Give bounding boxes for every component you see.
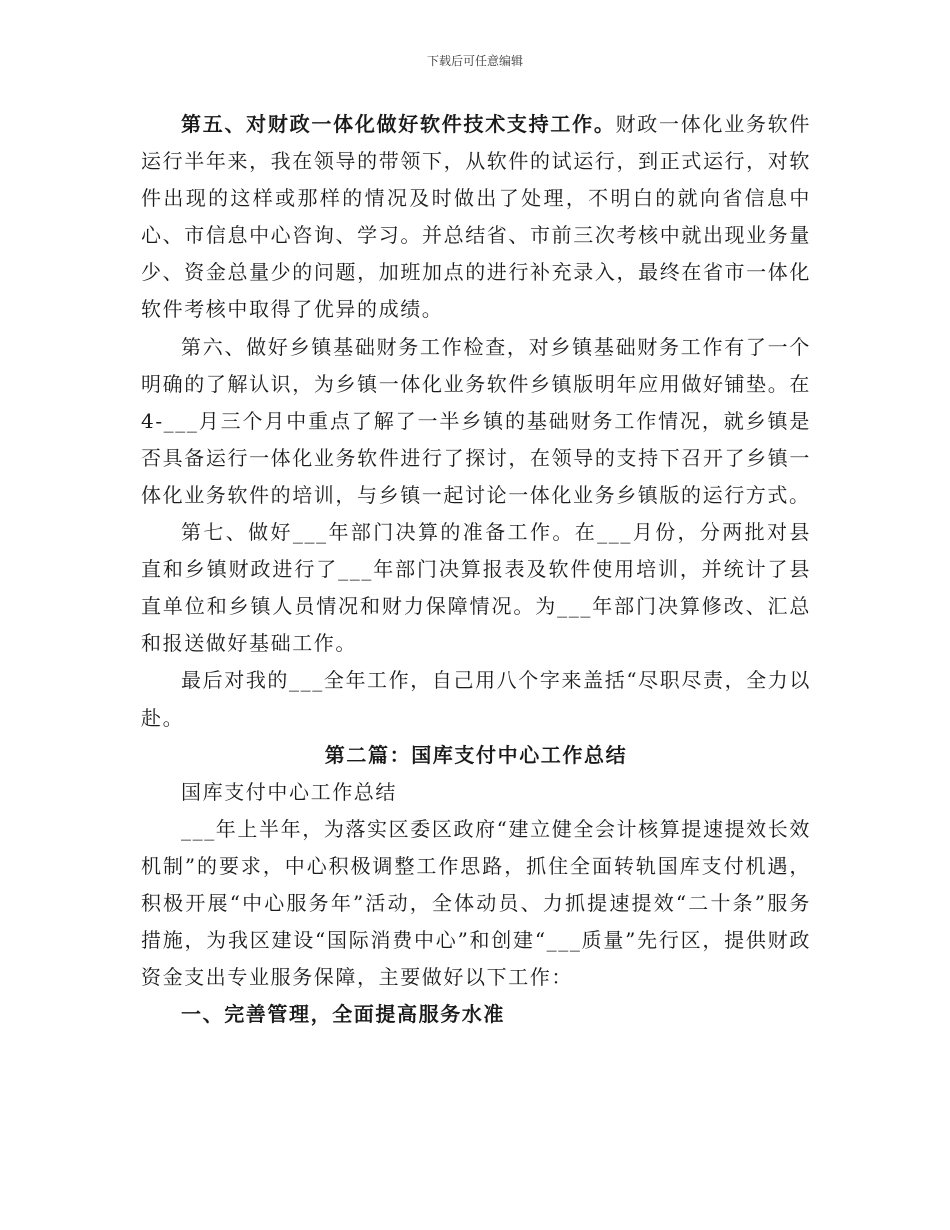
paragraph-item-5 bbox=[141, 106, 811, 329]
paragraph-lead-heading: 第五、对财政一体化做好软件技术支持工作。 bbox=[181, 112, 616, 136]
section-title: 第二篇：国库支付中心工作总结 bbox=[324, 742, 628, 767]
paragraph-subtitle: 国库支付中心工作总结 bbox=[181, 779, 397, 804]
paragraph-item-7: 第七、做好___年部门决算的准备工作。在___月份，分两批对县直和乡镇财政进行了___年部门决算报表及软件使用培训，并统计了县直单位和乡镇人员情况和财力保障情况。为___年部门决算修改、汇总和报送做好基础工作。 bbox=[141, 520, 811, 656]
sub-heading: 一、完善管理，全面提高服务水准 bbox=[181, 1002, 505, 1027]
page-header-note: 下载后可任意编辑 bbox=[426, 54, 523, 68]
paragraph-text: 财政一体化业务软件运行半年来，我在领导的带领下，从软件的试运行，到正式运行，对软件出现的这样或那样的情况及时做出了处理，不明白的就向省信息中心、市信息中心咨询、学习。并总结省、市前三次考核中就出现业务量少、资金总量少的问题，加班加点的进行补充录入，最终在省市一体化软件考核中取得了优异的成绩。 bbox=[141, 112, 812, 322]
paragraph-intro: ___年上半年，为落实区委区政府“建立健全会计核算提速提效长效机制”的要求，中心积极调整工作思路，抓住全面转轨国库支付机遇，积极开展“中心服务年”活动，全体动员、力抓提速提效“二十条”服务措施，为我区建设“国际消费中心”和创建“___质量”先行区，提供财政资金支出专业服务保障，主要做好以下工作： bbox=[141, 816, 811, 990]
paragraph-conclusion: 最后对我的___全年工作，自己用八个字来盖括“尽职尽责，全力以赴。 bbox=[141, 668, 811, 730]
document-body bbox=[141, 106, 811, 1033]
paragraph-item-6: 第六、做好乡镇基础财务工作检查，对乡镇基础财务工作有了一个明确的了解认识，为乡镇一体化业务软件乡镇版明年应用做好铺垫。在4-___月三个月中重点了解了一半乡镇的基础财务工作情况，就乡镇是否具备运行一体化业务软件进行了探讨，在领导的支持下召开了乡镇一体化业务软件的培训，与乡镇一起讨论一体化业务乡镇版的运行方式。 bbox=[141, 334, 811, 507]
